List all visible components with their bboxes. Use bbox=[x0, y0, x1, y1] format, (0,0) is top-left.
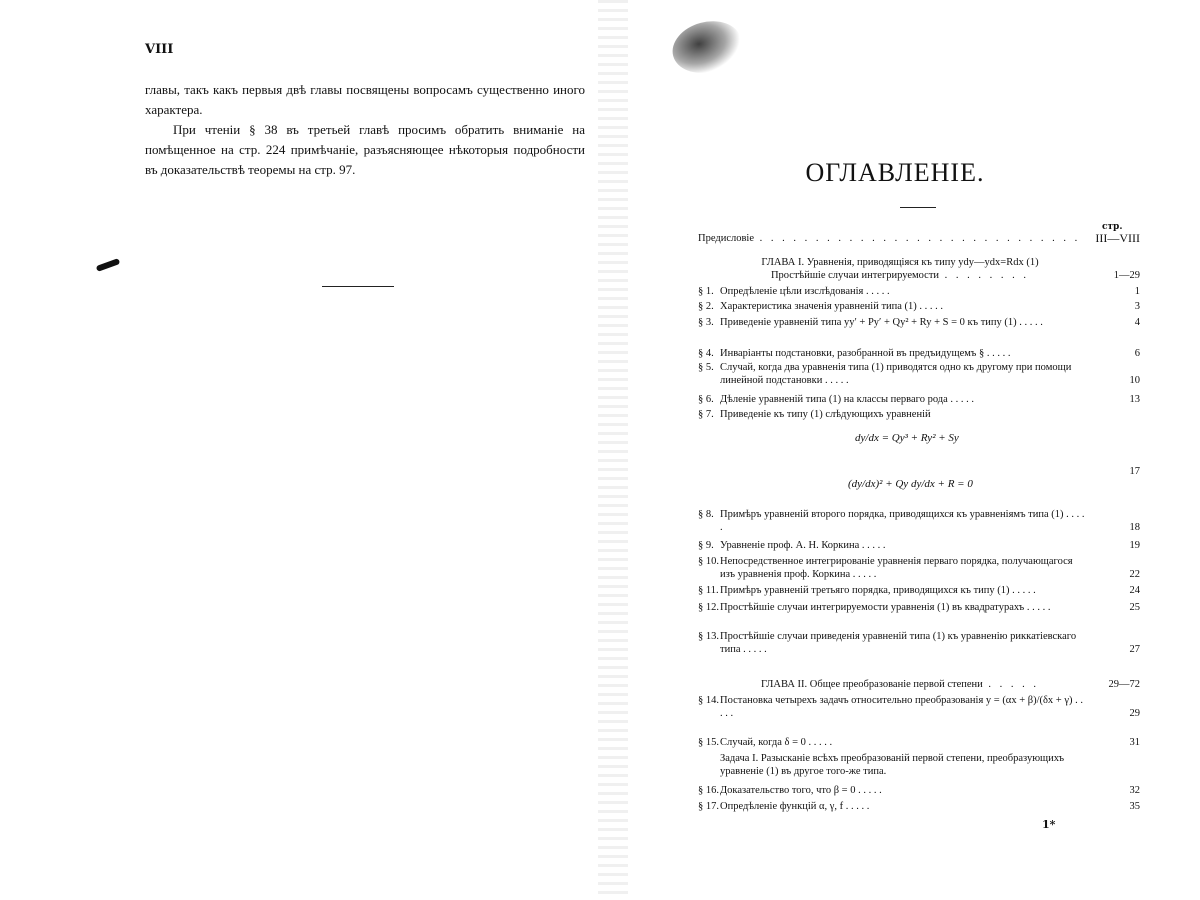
entry-section: § 9. bbox=[698, 540, 714, 551]
toc-entry-preface: Предисловіе . . . . . . . . . . . . . . . . . . . . . . . . . . . . . III—VIII bbox=[698, 231, 1140, 245]
title-rule bbox=[900, 207, 936, 208]
entry-text: Уравненіе проф. А. Н. Коркина . . . . . bbox=[720, 540, 886, 551]
entry-section: § 16. bbox=[698, 785, 719, 796]
toc-entry bbox=[698, 752, 1140, 778]
entry-page: 35 bbox=[1129, 801, 1140, 812]
toc-entry bbox=[698, 347, 1140, 360]
entry-text: Инваріанты подстановки, разобранной въ предъидущемъ § . . . . . bbox=[720, 348, 1011, 359]
entry-page: 10 bbox=[1129, 375, 1140, 386]
entry-text: Дѣленіе уравненій типа (1) на классы перваго рода . . . . . bbox=[720, 394, 975, 405]
entry-text: Опредѣленіе цѣли изслѣдованія . . . . . bbox=[720, 286, 890, 297]
entry-page: 27 bbox=[1129, 644, 1140, 655]
entry-section: § 3. bbox=[698, 317, 714, 328]
preface-paragraph-2: При чтеніи § 38 въ третьей главѣ просимъ обратить вниманіе на помѣщенное на стр. 224 примѣчаніе, разъясняющее нѣкоторыя подробности въ доказательствѣ теоремы на стр. 97. bbox=[145, 122, 585, 177]
entry-section: § 2. bbox=[698, 301, 714, 312]
entry-text: Примѣръ уравненій второго порядка, приводящихся къ уравненіямъ типа (1) . . . . . bbox=[720, 509, 1085, 533]
entry-page: 25 bbox=[1129, 602, 1140, 613]
entry-section: § 4. bbox=[698, 348, 714, 359]
entry-page: 24 bbox=[1129, 585, 1140, 596]
toc-entry bbox=[698, 361, 1140, 387]
chapter-1-heading bbox=[720, 256, 1140, 282]
entry-section: § 5. bbox=[698, 362, 714, 373]
entry-page: 4 bbox=[1134, 317, 1140, 328]
entry-section: § 10. bbox=[698, 556, 719, 567]
chapter-2-heading bbox=[720, 678, 1140, 691]
entry-text: Опредѣленіе функцій α, γ, f . . . . . bbox=[720, 801, 870, 812]
entry-section: § 15. bbox=[698, 737, 719, 748]
section-rule bbox=[322, 286, 394, 287]
toc-entry bbox=[698, 408, 1140, 421]
entry-section: § 1. bbox=[698, 286, 714, 297]
entry-text: Простѣйшіе случаи интегрируемости уравненія (1) въ квадратурахъ . . . . . bbox=[720, 602, 1051, 613]
column-header: стр. bbox=[1102, 222, 1123, 232]
preface-text bbox=[145, 80, 585, 180]
entry-section: § 7. bbox=[698, 409, 714, 420]
chapter-pages: 1—29 bbox=[1113, 270, 1140, 281]
toc-entry bbox=[698, 601, 1140, 614]
entry-text: Задача I. Разысканіе всѣхъ преобразованій первой степени, преобразующихъ уравненіе (1) въ другое того-же типа. bbox=[720, 753, 1065, 777]
toc-entry bbox=[698, 300, 1140, 313]
signature-mark: 1* bbox=[1042, 818, 1056, 831]
entry-text: Приведеніе къ типу (1) слѣдующихъ уравненій bbox=[720, 409, 931, 420]
entry-text: Характеристика значенія уравненій типа (1) . . . . . bbox=[720, 301, 944, 312]
entry-text: Простѣйшіе случаи приведенія уравненій типа (1) къ уравненію риккатіевскаго типа . . . . . bbox=[720, 631, 1077, 655]
entry-page: 6 bbox=[1134, 348, 1140, 359]
entry-text: Постановка четырехъ задачъ относительно преобразованія y = (αx + β)/(δx + γ) . . . . . bbox=[720, 695, 1083, 719]
toc-entry bbox=[698, 316, 1140, 329]
entry-text: Доказательство того, что β = 0 . . . . . bbox=[720, 785, 882, 796]
chapter-title: ГЛАВА I. Уравненія, приводящіяся къ типу ydy—ydx=Rdx (1) bbox=[761, 257, 1039, 268]
entry-section: § 13. bbox=[698, 631, 719, 642]
entry-text: Случай, когда δ = 0 . . . . . bbox=[720, 737, 833, 748]
entry-page: 17 bbox=[1129, 466, 1140, 477]
toc-entry bbox=[698, 539, 1140, 552]
entry-text: Случай, когда два уравненія типа (1) приводятся одно къ другому при помощи линейной подстановки . . . . . bbox=[720, 362, 1072, 386]
entry-section: § 6. bbox=[698, 394, 714, 405]
toc-entry bbox=[698, 694, 1140, 720]
entry-text: Приведеніе уравненій типа yy′ + Py′ + Qy² + Ry + S = 0 къ типу (1) . . . . . bbox=[720, 317, 1043, 328]
entry-page: 31 bbox=[1129, 737, 1140, 748]
chapter-subtitle: Простѣйшіе случаи интегрируемости . . . . . . . . bbox=[770, 270, 1030, 281]
entry-section: § 17. bbox=[698, 801, 719, 812]
entry-page: 32 bbox=[1129, 785, 1140, 796]
toc-entry bbox=[698, 584, 1140, 597]
chapter-pages: 29—72 bbox=[1108, 679, 1140, 690]
entry-section: § 8. bbox=[698, 509, 714, 520]
entry-section: § 11. bbox=[698, 585, 719, 596]
toc-entry bbox=[698, 736, 1140, 749]
preface-paragraph-1: главы, такъ какъ первыя двѣ главы посвящены вопросамъ существенно иного характера. bbox=[145, 82, 585, 117]
entry-page: 22 bbox=[1129, 569, 1140, 580]
page-number: VIII bbox=[145, 42, 174, 57]
formula-2: (dy/dx)² + Qy dy/dx + R = 0 bbox=[848, 478, 973, 490]
formula-1: dy/dx = Qy³ + Ry² + Sy bbox=[855, 432, 959, 444]
entry-page: 19 bbox=[1129, 540, 1140, 551]
toc-title: ОГЛАВЛЕНІЕ. bbox=[805, 158, 985, 187]
entry-page: 29 bbox=[1129, 708, 1140, 719]
entry-page: 13 bbox=[1129, 394, 1140, 405]
toc-entry bbox=[698, 285, 1140, 298]
entry-text: Примѣръ уравненій третьяго порядка, приводящихся къ типу (1) . . . . . bbox=[720, 585, 1036, 596]
entry-section: § 12. bbox=[698, 602, 719, 613]
toc-entry bbox=[698, 630, 1140, 656]
entry-page: 3 bbox=[1134, 301, 1140, 312]
chapter-title: ГЛАВА II. Общее преобразованіе первой степени . . . . . bbox=[761, 679, 1039, 690]
entry-text: Непосредственное интегрированіе уравненія перваго порядка, получающагося изъ уравненія проф. Коркина . . . . . bbox=[720, 556, 1073, 580]
toc-entry bbox=[698, 393, 1140, 406]
toc-entry bbox=[698, 555, 1140, 581]
entry-page: 18 bbox=[1129, 522, 1140, 533]
toc-entry bbox=[698, 800, 1140, 813]
entry-page: III—VIII bbox=[1095, 231, 1140, 245]
toc-entry bbox=[698, 508, 1140, 534]
entry-label: Предисловіе bbox=[698, 233, 755, 244]
entry-page: 1 bbox=[1134, 286, 1140, 297]
toc-entry bbox=[698, 784, 1140, 797]
entry-section: § 14. bbox=[698, 695, 719, 706]
